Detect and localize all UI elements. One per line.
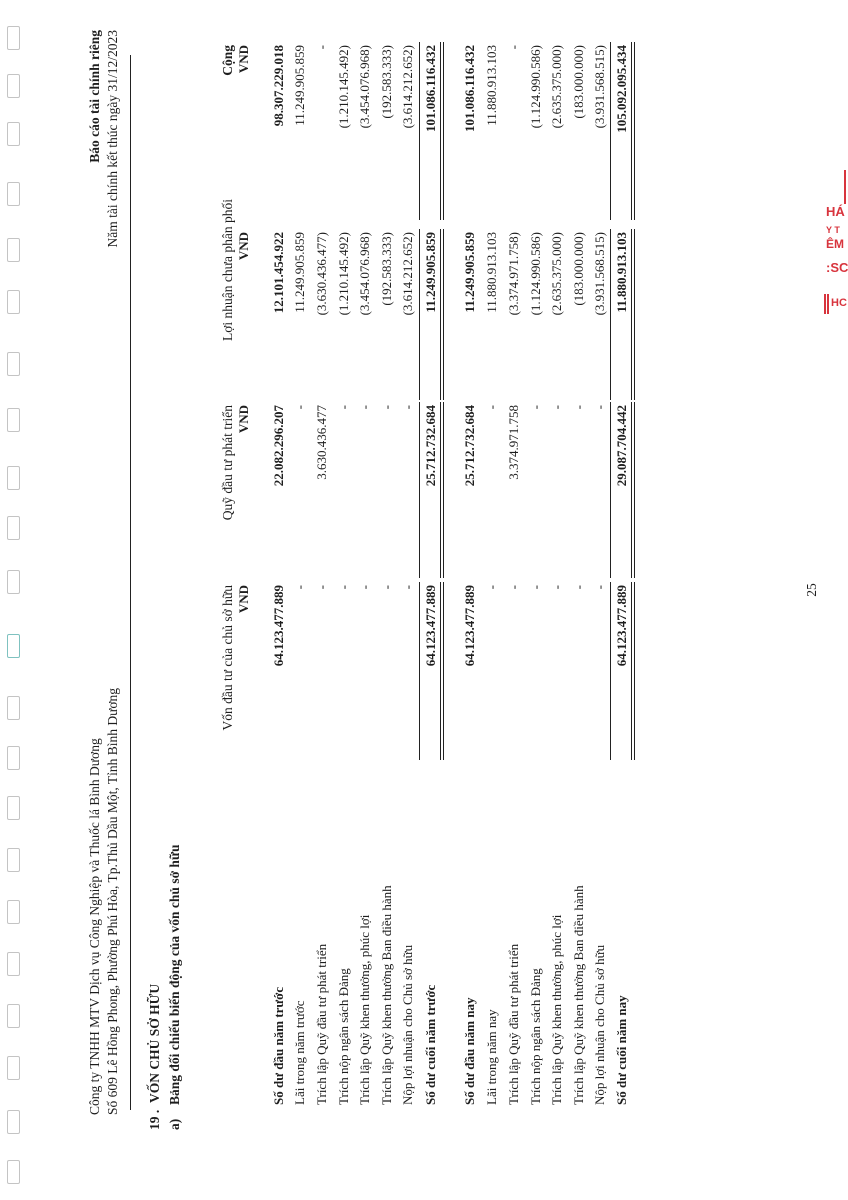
total-double-rule [440, 42, 444, 220]
total-double-rule [631, 582, 635, 760]
subtotal-rule [610, 42, 611, 220]
cell-total: 101.086.116.432 [423, 45, 438, 133]
total-double-rule [631, 229, 635, 400]
cell-owner-capital: - [357, 585, 372, 590]
table-row [271, 0, 287, 1200]
company-address: Số 609 Lê Hồng Phong, Phường Phú Hòa, Tp.Thủ Dầu Một, Tỉnh Bình Dương [105, 687, 120, 1115]
cell-owner-capital: - [528, 585, 543, 590]
cell-development-fund: 3.630.436.477 [314, 405, 329, 480]
cell-total: - [314, 45, 329, 50]
row-label: Số dư cuối năm trước [423, 984, 438, 1105]
cell-owner-capital: - [549, 585, 564, 590]
cell-retained-earnings: (2.635.375.000) [549, 232, 564, 316]
cell-development-fund: 25.712.732.684 [423, 405, 438, 487]
row-label: Trích nộp ngân sách Đảng [528, 968, 543, 1105]
cell-owner-capital: - [314, 585, 329, 590]
table-row [506, 0, 522, 1200]
total-double-rule [440, 582, 444, 760]
section-number: 19 . [147, 1109, 162, 1130]
row-label: Lãi trong năm trước [292, 1000, 307, 1105]
stamp-fragment: HÁ [826, 204, 845, 219]
stamp-fragment: ÊM [826, 237, 844, 251]
cell-retained-earnings: (3.931.568.515) [592, 232, 607, 316]
cell-total: (1.124.990.586) [528, 45, 543, 129]
cell-retained-earnings: (3.374.971.758) [506, 232, 521, 316]
cell-retained-earnings: 11.880.913.103 [484, 232, 499, 313]
cell-total: 11.880.913.103 [484, 45, 499, 126]
row-label: Số dư đầu năm trước [271, 986, 286, 1105]
table-row [357, 0, 373, 1200]
unit-label: VND [236, 405, 251, 434]
cell-owner-capital: 64.123.477.889 [614, 585, 629, 667]
column-header: Vốn đầu tư của chủ sở hữu [220, 585, 235, 731]
table-row [462, 0, 478, 1200]
company-name: Công ty TNHH MTV Dịch vụ Công Nghiệp và Thuốc lá Bình Dương [87, 738, 102, 1115]
column-header: Cộng [220, 45, 235, 76]
cell-total: (183.000.000) [571, 45, 586, 119]
cell-development-fund: - [292, 405, 307, 410]
cell-owner-capital: - [592, 585, 607, 590]
total-double-rule [631, 42, 635, 220]
table-row [592, 0, 608, 1200]
row-label: Nộp lợi nhuận cho Chủ sở hữu [592, 944, 607, 1105]
table-row [614, 0, 630, 1200]
cell-retained-earnings: (3.614.212.652) [400, 232, 415, 316]
cell-retained-earnings: (3.454.076.968) [357, 232, 372, 316]
cell-development-fund: - [571, 405, 586, 410]
report-period: Năm tài chính kết thúc ngày 31/12/2023 [105, 30, 120, 248]
row-label: Số dư cuối năm nay [614, 995, 629, 1105]
cell-development-fund: 22.082.296.207 [271, 405, 286, 487]
cell-owner-capital: - [400, 585, 415, 590]
cell-owner-capital: - [484, 585, 499, 590]
report-title: Báo cáo tài chính riêng [87, 30, 102, 163]
unit-label: VND [236, 232, 251, 261]
row-label: Trích lập Quỹ khen thưởng Ban điều hành [379, 885, 394, 1105]
cell-total: (3.931.568.515) [592, 45, 607, 129]
cell-development-fund: - [484, 405, 499, 410]
subtotal-rule [419, 42, 420, 220]
cell-owner-capital: - [571, 585, 586, 590]
cell-development-fund: - [592, 405, 607, 410]
cell-retained-earnings: (1.124.990.586) [528, 232, 543, 316]
cell-total: (2.635.375.000) [549, 45, 564, 129]
cell-total: (1.210.145.492) [336, 45, 351, 129]
row-label: Trích nộp ngân sách Đảng [336, 968, 351, 1105]
table-row [549, 0, 565, 1200]
cell-retained-earnings: (183.000.000) [571, 232, 586, 306]
subtotal-rule [419, 229, 420, 400]
row-label: Lãi trong năm nay [484, 1009, 499, 1105]
table-row [336, 0, 352, 1200]
column-header: Lợi nhuận chưa phân phối [220, 199, 235, 341]
cell-total: 101.086.116.432 [462, 45, 477, 133]
cell-development-fund: - [357, 405, 372, 410]
row-label: Trích lập Quỹ khen thưởng, phúc lợi [357, 914, 372, 1105]
cell-total: 105.092.095.434 [614, 45, 629, 133]
cell-owner-capital: 64.123.477.889 [462, 585, 477, 667]
row-label: Trích lập Quỹ đầu tư phát triển [314, 943, 329, 1105]
row-label: Số dư đầu năm nay [462, 997, 477, 1105]
row-label: Trích lập Quỹ khen thưởng Ban điều hành [571, 885, 586, 1105]
cell-owner-capital: - [336, 585, 351, 590]
cell-owner-capital: 64.123.477.889 [423, 585, 438, 667]
table-row [423, 0, 439, 1200]
table-row [571, 0, 587, 1200]
cell-development-fund: - [528, 405, 543, 410]
table-row [314, 0, 330, 1200]
cell-retained-earnings: 12.101.454.922 [271, 232, 286, 314]
cell-retained-earnings: (1.210.145.492) [336, 232, 351, 316]
cell-total: (192.583.333) [379, 45, 394, 119]
cell-total: (3.614.212.652) [400, 45, 415, 129]
subtotal-rule [419, 582, 420, 760]
unit-label: VND [236, 585, 251, 614]
cell-development-fund: 29.087.704.442 [614, 405, 629, 487]
total-double-rule [440, 229, 444, 400]
cell-total: 98.307.229.018 [271, 45, 286, 127]
cell-retained-earnings: (3.630.436.477) [314, 232, 329, 316]
section-title: VỐN CHỦ SỞ HỮU [147, 983, 162, 1103]
row-label: Nộp lợi nhuận cho Chủ sở hữu [400, 944, 415, 1105]
unit-label: VND [236, 45, 251, 74]
subtotal-rule [419, 402, 420, 578]
cell-development-fund: 3.374.971.758 [506, 405, 521, 480]
subsection-title: Bảng đối chiếu biến động của vốn chủ sở hữu [167, 844, 182, 1105]
cell-total: - [506, 45, 521, 50]
cell-total: 11.249.905.859 [292, 45, 307, 126]
cell-retained-earnings: 11.880.913.103 [614, 232, 629, 313]
cell-retained-earnings: (192.583.333) [379, 232, 394, 306]
cell-development-fund: - [336, 405, 351, 410]
cell-development-fund: - [379, 405, 394, 410]
total-double-rule [440, 402, 444, 578]
header-rule [130, 55, 131, 1110]
row-label: Trích lập Quỹ đầu tư phát triển [506, 943, 521, 1105]
stamp-fragment: Y T [826, 225, 840, 235]
cell-retained-earnings: 11.249.905.859 [462, 232, 477, 313]
subtotal-rule [610, 229, 611, 400]
cell-total: (3.454.076.968) [357, 45, 372, 129]
table-row [292, 0, 308, 1200]
cell-owner-capital: - [506, 585, 521, 590]
row-label: Trích lập Quỹ khen thưởng, phúc lợi [549, 914, 564, 1105]
cell-retained-earnings: 11.249.905.859 [292, 232, 307, 313]
column-header: Quỹ đầu tư phát triển [220, 405, 235, 521]
cell-development-fund: 25.712.732.684 [462, 405, 477, 487]
cell-owner-capital: 64.123.477.889 [271, 585, 286, 667]
cell-owner-capital: - [379, 585, 394, 590]
cell-development-fund: - [400, 405, 415, 410]
table-row [528, 0, 544, 1200]
total-double-rule [631, 402, 635, 578]
table-row [379, 0, 395, 1200]
subtotal-rule [610, 402, 611, 578]
subtotal-rule [610, 582, 611, 760]
stamp-fragment: :SC [826, 260, 848, 275]
table-row [400, 0, 416, 1200]
cell-retained-earnings: 11.249.905.859 [423, 232, 438, 313]
subsection-marker: a) [167, 1118, 182, 1130]
table-row [484, 0, 500, 1200]
cell-owner-capital: - [292, 585, 307, 590]
cell-development-fund: - [549, 405, 564, 410]
page-number: 25 [804, 583, 819, 597]
stamp-fragment: HC [831, 297, 847, 309]
